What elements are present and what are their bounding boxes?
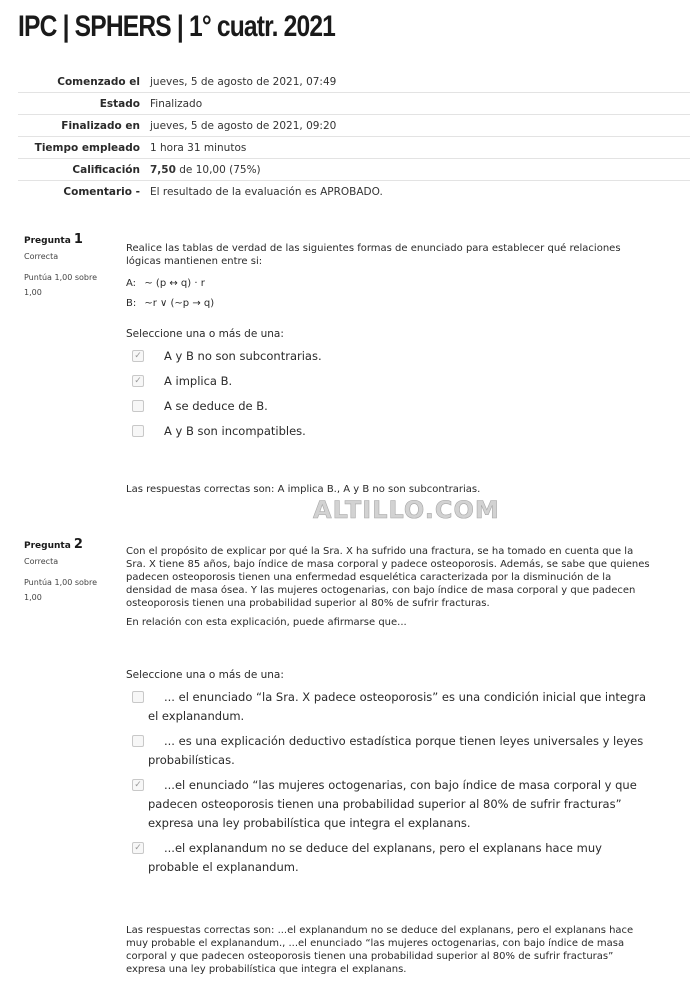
summary-row-comment xyxy=(18,181,690,203)
answer-checkbox[interactable]: ✓ xyxy=(132,842,144,854)
summary-value: jueves, 5 de agosto de 2021, 07:49 xyxy=(150,71,690,93)
summary-row-state xyxy=(18,93,690,115)
answer-option-text: A y B son incompatibles. xyxy=(164,424,306,438)
answer-option-text: ...el enunciado “las mujeres octogenarias, con bajo índice de masa corporal y que padecen osteoporosis tienen una probabilidad superior al 80% de sufrir fracturas” expresa una ley probabilística que integra el explanans. xyxy=(148,778,637,830)
answer-option-text: ... es una explicación deductivo estadística porque tienen leyes universales y leyes probabilísticas. xyxy=(148,734,644,767)
answer-option[interactable] xyxy=(126,397,656,416)
question-2-text: Con el propósito de explicar por qué la Sra. X ha sufrido una fractura, se ha tomado en cuenta que la Sra. X tiene 85 años, bajo índice de masa corporal y padece osteoporosis. Además, se sabe que quienes padecen osteoporosis tienen una enfermedad esquelética caracterizada por la disminución de la densidad de masa ósea. Y las mujeres octogenarias, con bajo índice de masa corporal y que padecen osteoporosis tienen una probabilidad superior al 80% de sufrir fracturas. xyxy=(126,546,650,609)
formula-b xyxy=(126,294,656,314)
formula-a-label: A: xyxy=(126,278,137,289)
question-1-text: Realice las tablas de verdad de las siguientes formas de enunciado para establecer qué relaciones lógicas mantienen entre si: xyxy=(126,243,621,267)
summary-row-started xyxy=(18,71,690,93)
score-line: Puntúa 1,00 sobre xyxy=(24,273,98,282)
summary-value: El resultado de la evaluación es APROBADO. xyxy=(150,185,383,198)
question-2-prompt: Seleccione una o más de una: xyxy=(126,669,284,681)
grade-rest: de 10,00 (75%) xyxy=(179,163,261,176)
answer-option[interactable] xyxy=(126,422,656,441)
answer-option[interactable] xyxy=(126,839,656,877)
answer-option-text: A y B no son subcontrarias. xyxy=(164,349,322,363)
question-number: 2 xyxy=(73,537,83,552)
formula-b-expression: ~r ∨ (~p → q) xyxy=(144,298,215,309)
summary-row-grade xyxy=(18,159,690,181)
question-label: Pregunta xyxy=(24,541,71,551)
question-2-score xyxy=(24,575,114,605)
summary-label: Comenzado el xyxy=(18,71,150,93)
question-2-state: Correcta xyxy=(24,557,59,566)
answer-option-text: A se deduce de B. xyxy=(164,399,268,413)
answer-option-text: ... el enunciado “la Sra. X padece osteoporosis” es una condición inicial que integra el explanandum. xyxy=(148,690,647,723)
answer-checkbox[interactable] xyxy=(132,691,144,703)
watermark-logo: ALTILLO.COM xyxy=(313,496,500,524)
summary-label: Tiempo empleado xyxy=(18,137,150,159)
summary-row-time-taken xyxy=(18,137,690,159)
answer-checkbox[interactable] xyxy=(132,400,144,412)
question-1-content xyxy=(126,242,656,447)
answer-option[interactable] xyxy=(126,372,656,391)
question-1-state: Correcta xyxy=(24,252,59,261)
score-line: Puntúa 1,00 sobre xyxy=(24,578,98,587)
formula-b-label: B: xyxy=(126,298,137,309)
question-2-info xyxy=(24,537,114,605)
answer-option[interactable] xyxy=(126,732,656,770)
answer-checkbox[interactable] xyxy=(132,735,144,747)
formula-a xyxy=(126,274,656,294)
answer-checkbox[interactable]: ✓ xyxy=(132,779,144,791)
summary-value xyxy=(150,159,690,181)
summary-label: Estado xyxy=(18,93,150,115)
question-number: 1 xyxy=(73,232,83,247)
summary-value: 1 hora 31 minutos xyxy=(150,137,690,159)
summary-row-finished xyxy=(18,115,690,137)
answer-option-text: A implica B. xyxy=(164,374,233,388)
answer-checkbox[interactable]: ✓ xyxy=(132,375,144,387)
question-2-content xyxy=(126,545,656,883)
question-2-text-2: En relación con esta explicación, puede afirmarse que... xyxy=(126,617,407,628)
answer-checkbox[interactable]: ✓ xyxy=(132,350,144,362)
question-1-info xyxy=(24,232,114,300)
question-2-heading xyxy=(24,537,114,554)
question-label: Pregunta xyxy=(24,236,71,246)
question-1-right-answer: Las respuestas correctas son: A implica B., A y B no son subcontrarias. xyxy=(126,484,481,495)
answer-checkbox[interactable] xyxy=(132,425,144,437)
answer-option[interactable] xyxy=(126,347,656,366)
page-title: IPC | SPHERS | 1° cuatr. 2021 xyxy=(18,10,336,43)
question-1-score xyxy=(24,270,114,300)
summary-value: jueves, 5 de agosto de 2021, 09:20 xyxy=(150,115,690,137)
question-1-heading xyxy=(24,232,114,249)
score-line: 1,00 xyxy=(24,288,42,297)
summary-label: Finalizado en xyxy=(18,115,150,137)
answer-option[interactable] xyxy=(126,688,656,726)
summary-label: Comentario - xyxy=(63,185,140,198)
question-1-prompt: Seleccione una o más de una: xyxy=(126,328,284,340)
answer-option-text: ...el explanandum no se deduce del explanans, pero el explanans hace muy probable el explanandum. xyxy=(148,841,602,874)
grade-value: 7,50 xyxy=(150,163,176,176)
score-line: 1,00 xyxy=(24,593,42,602)
formula-a-expression: ~ (p ↔ q) · r xyxy=(144,278,205,289)
question-2-right-answer: Las respuestas correctas son: ...el explanandum no se deduce del explanans, pero el explanans hace muy probable el explanandum., ...el enunciado “las mujeres octogenarias, con bajo índice de masa corporal y que padecen osteoporosis tienen una probabilidad superior al 80% de sufrir fracturas” expresa una ley probabilística que integra el explanans. xyxy=(126,925,634,975)
summary-label: Calificación xyxy=(18,159,150,181)
answer-option[interactable] xyxy=(126,776,656,833)
summary-value: Finalizado xyxy=(150,93,690,115)
attempt-summary-table xyxy=(18,71,690,202)
